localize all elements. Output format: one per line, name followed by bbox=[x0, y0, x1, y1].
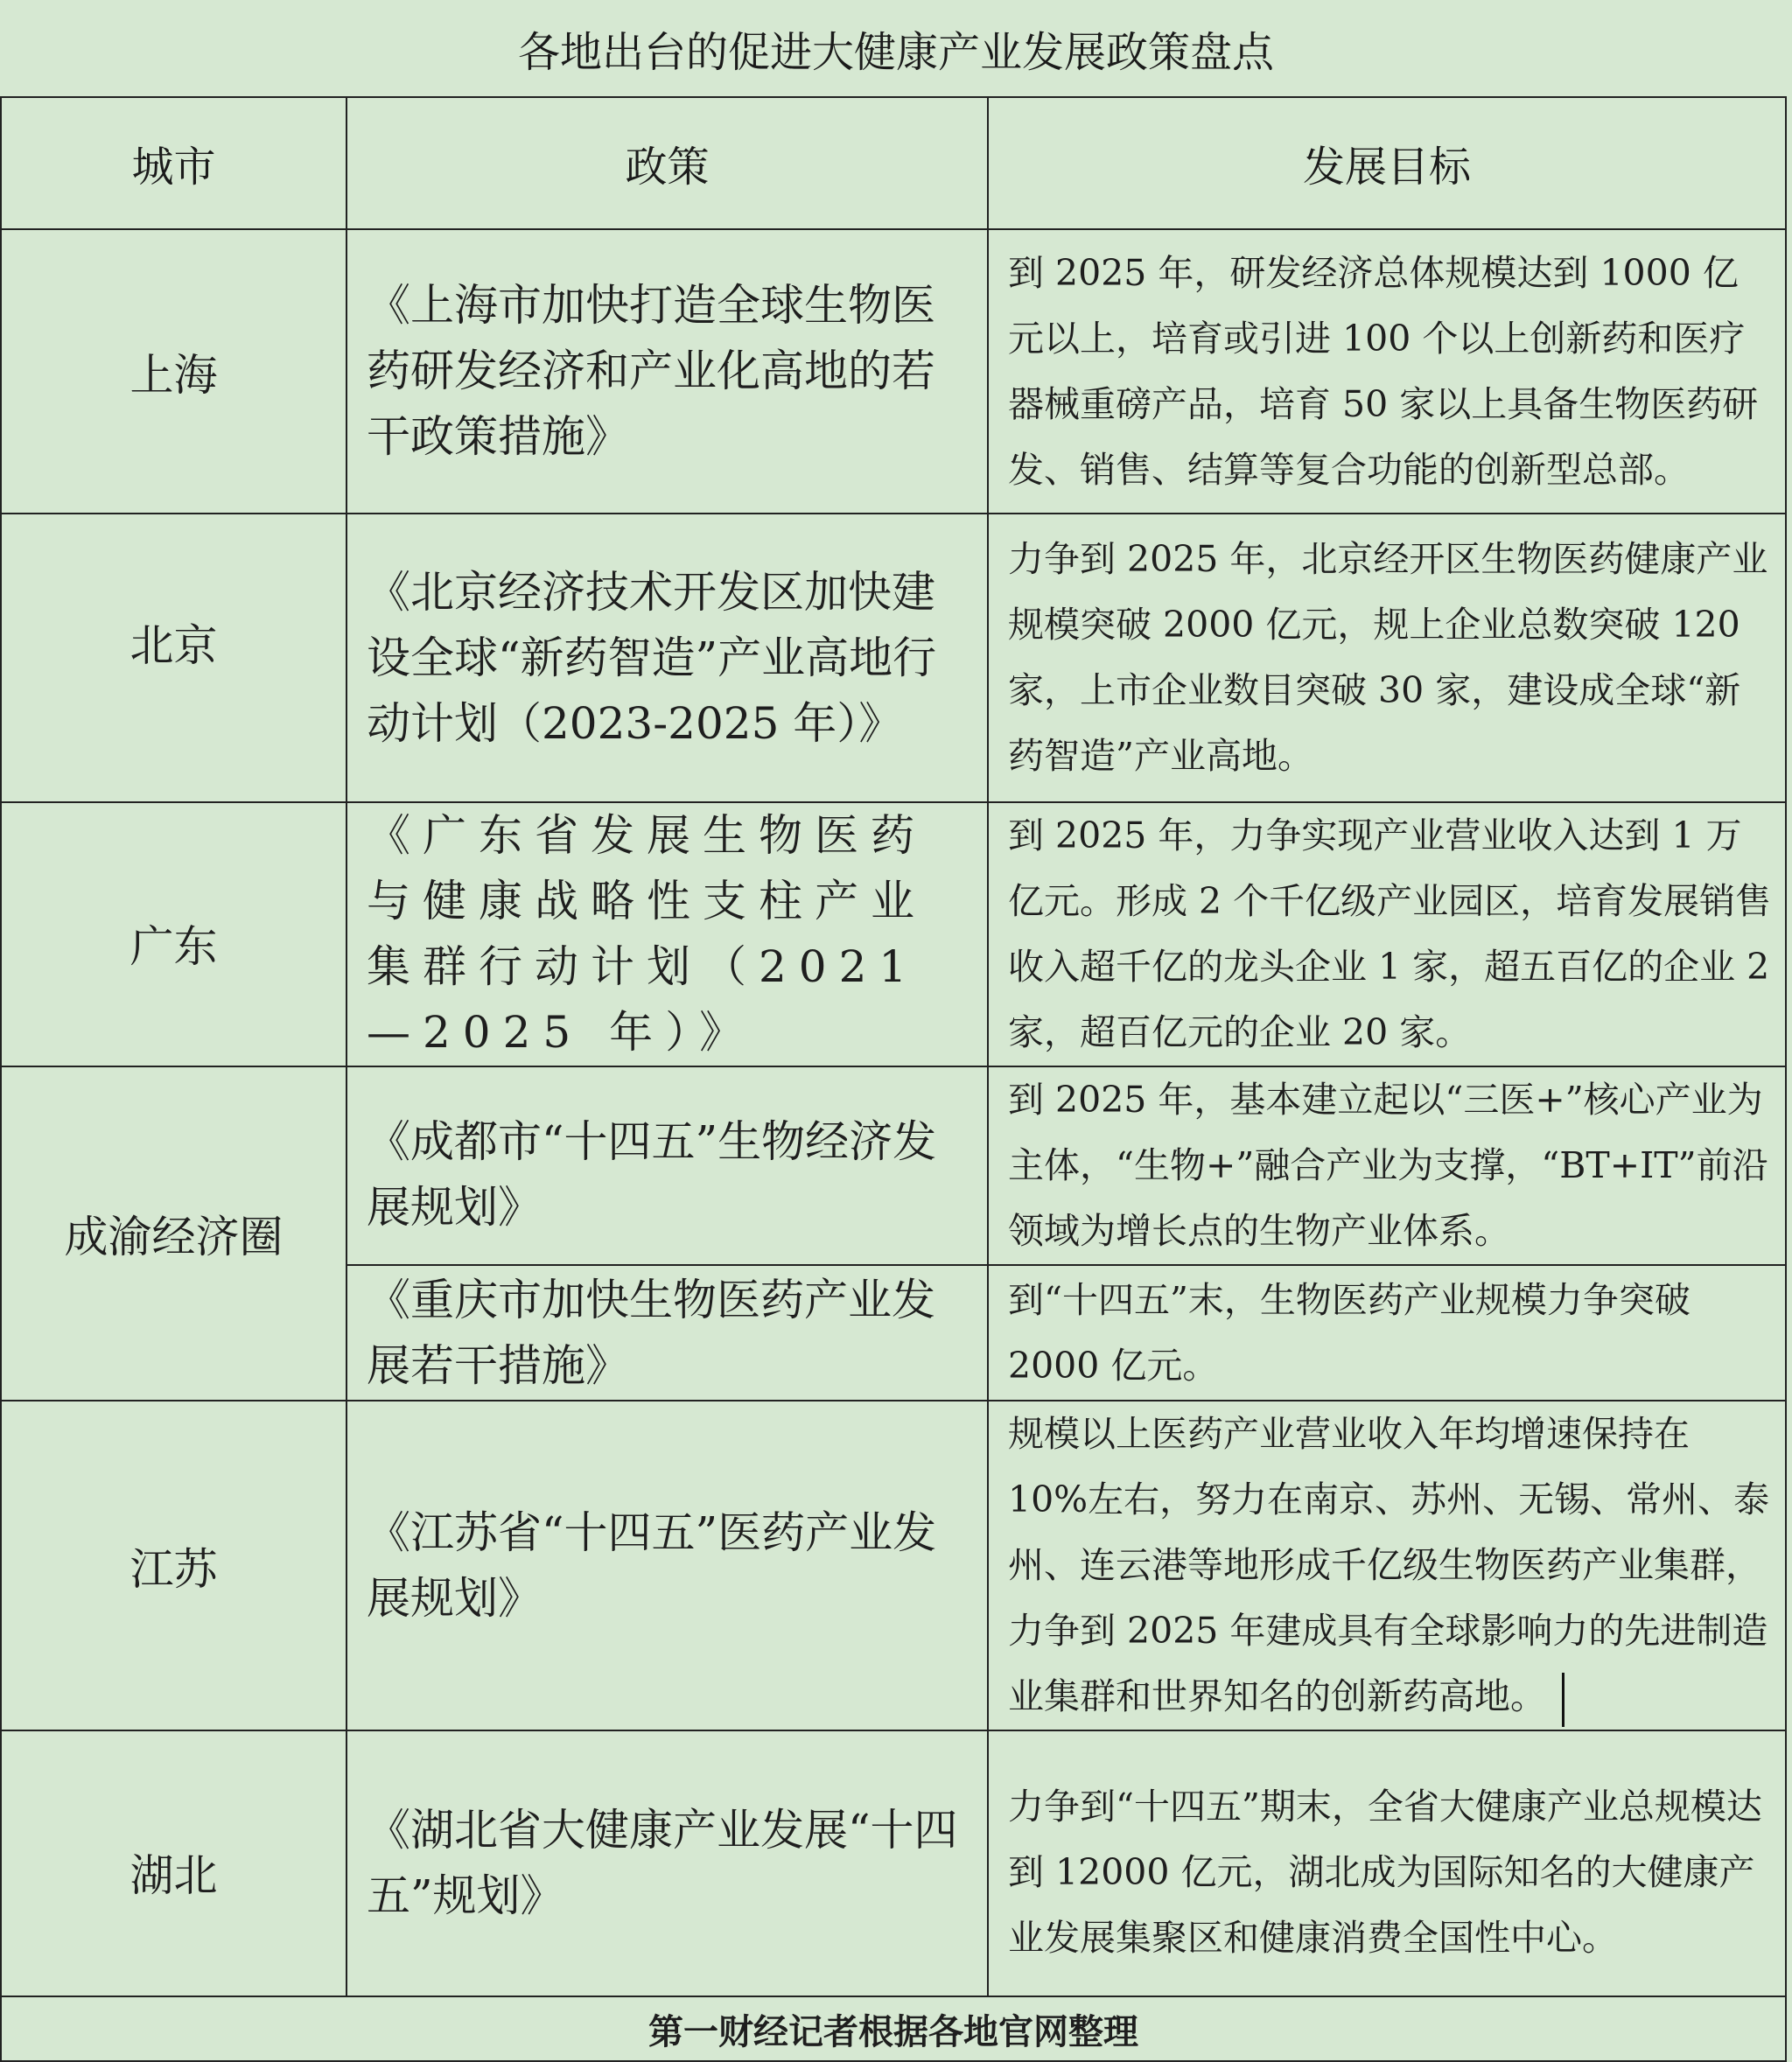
policy-cell: 《江苏省“十四五”医药产业发展规划》 bbox=[346, 1401, 988, 1730]
policy-cell: 《成都市“十四五”生物经济发展规划》 bbox=[346, 1066, 988, 1265]
text-cursor bbox=[1562, 1673, 1564, 1727]
city-cell: 上海 bbox=[1, 229, 346, 514]
header-goal: 发展目标 bbox=[988, 97, 1786, 229]
goal-cell bbox=[988, 1401, 1786, 1730]
city-cell: 广东 bbox=[1, 802, 346, 1066]
city-cell: 湖北 bbox=[1, 1730, 346, 1996]
goal-text: 规模以上医药产业营业收入年均增速保持在 10%左右，努力在南京、苏州、无锡、常州、泰州、连云港等地形成千亿级生物医药产业集群，力争到 2025 年建成具有全球影响力的先进制造业集群和世界知名的创新药高地。 bbox=[1008, 1413, 1770, 1717]
city-cell: 成渝经济圈 bbox=[1, 1066, 346, 1401]
table-row-shanghai bbox=[1, 229, 1786, 514]
policy-cell: 《广东省发展生物医药与健康战略性支柱产业集群行动计划（2021—2025 年）》 bbox=[346, 802, 988, 1066]
city-cell: 江苏 bbox=[1, 1401, 346, 1730]
policy-cell: 《重庆市加快生物医药产业发展若干措施》 bbox=[346, 1265, 988, 1401]
table-row-chengdu bbox=[1, 1066, 1786, 1265]
footer-row bbox=[1, 1996, 1786, 2061]
table-title: 各地出台的促进大健康产业发展政策盘点 bbox=[517, 27, 1274, 77]
table-row-hubei bbox=[1, 1730, 1786, 1996]
table-row-jiangsu bbox=[1, 1401, 1786, 1730]
header-row bbox=[1, 97, 1786, 229]
table-row-beijing bbox=[1, 514, 1786, 802]
goal-cell: 到 2025 年，研发经济总体规模达到 1000 亿元以上，培育或引进 100 个以上创新药和医疗器械重磅产品，培育 50 家以上具备生物医药研发、销售、结算等复合功能的创新型总部。 bbox=[988, 229, 1786, 514]
table-row-guangdong bbox=[1, 802, 1786, 1066]
goal-cell: 到 2025 年，基本建立起以“三医+”核心产业为主体，“生物+”融合产业为支撑，“BT+IT”前沿领域为增长点的生物产业体系。 bbox=[988, 1066, 1786, 1265]
header-policy: 政策 bbox=[346, 97, 988, 229]
header-city: 城市 bbox=[1, 97, 346, 229]
city-cell: 北京 bbox=[1, 514, 346, 802]
goal-cell: 到“十四五”末，生物医药产业规模力争突破 2000 亿元。 bbox=[988, 1265, 1786, 1401]
policy-cell: 《上海市加快打造全球生物医药研发经济和产业化高地的若干政策措施》 bbox=[346, 229, 988, 514]
goal-cell: 力争到“十四五”期末，全省大健康产业总规模达到 12000 亿元，湖北成为国际知名的大健康产业发展集聚区和健康消费全国性中心。 bbox=[988, 1730, 1786, 1996]
goal-cell: 力争到 2025 年，北京经开区生物医药健康产业规模突破 2000 亿元，规上企业总数突破 120 家，上市企业数目突破 30 家，建设成全球“新药智造”产业高地。 bbox=[988, 514, 1786, 802]
goal-cell: 到 2025 年，力争实现产业营业收入达到 1 万亿元。形成 2 个千亿级产业园区，培育发展销售收入超千亿的龙头企业 1 家，超五百亿的企业 2 家，超百亿元的企业 20 家。 bbox=[988, 802, 1786, 1066]
policy-cell: 《湖北省大健康产业发展“十四五”规划》 bbox=[346, 1730, 988, 1996]
source-note: 第一财经记者根据各地官网整理 bbox=[1, 1996, 1786, 2061]
policy-table bbox=[0, 96, 1787, 2062]
policy-cell: 《北京经济技术开发区加快建设全球“新药智造”产业高地行动计划（2023-2025 年）》 bbox=[346, 514, 988, 802]
